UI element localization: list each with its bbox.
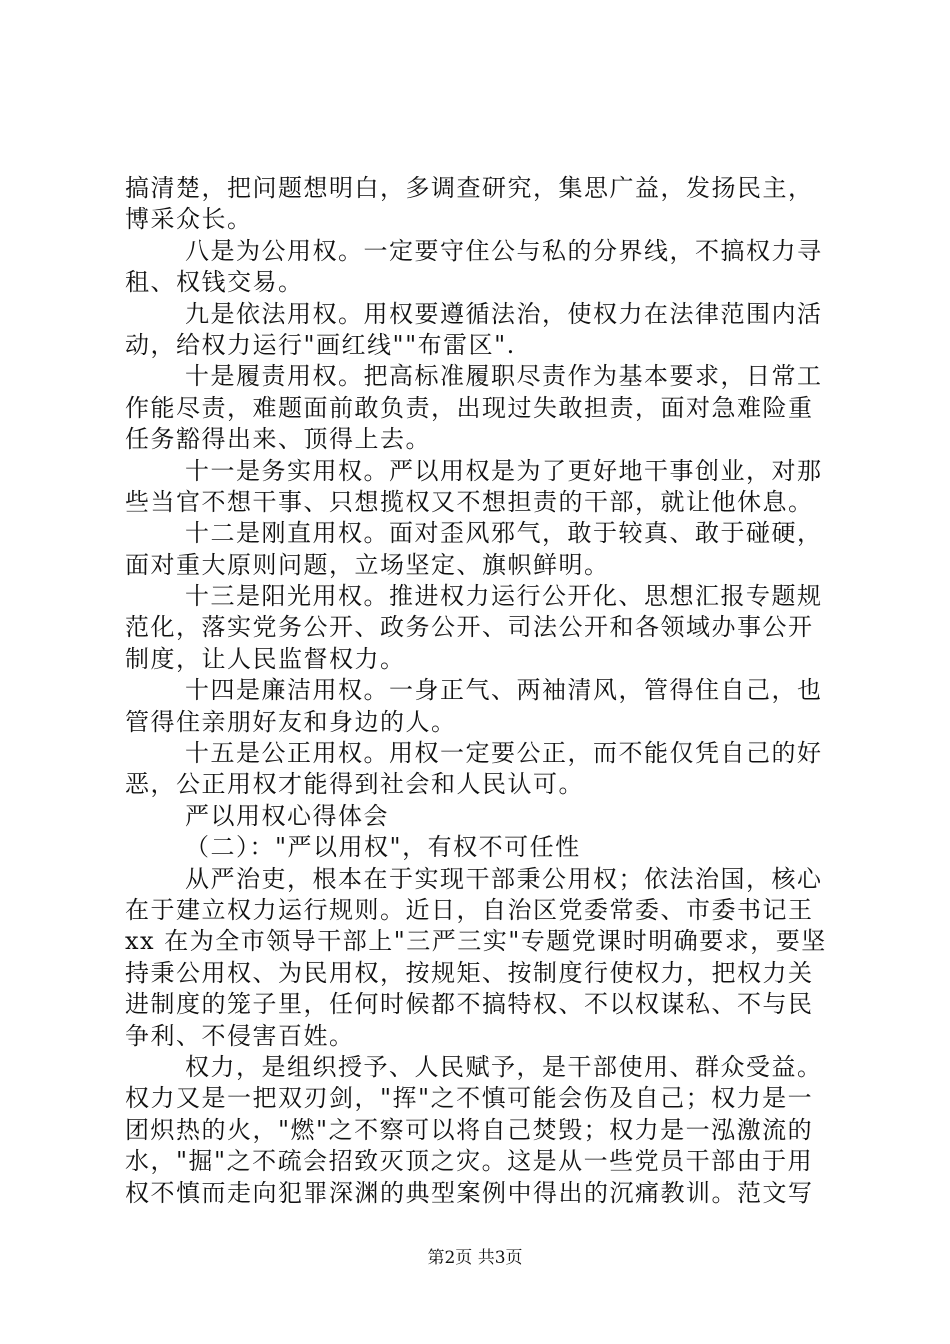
text-line: 九是依法用权。用权要遵循法治，使权力在法律范围内活: [185, 299, 823, 328]
document-body: [125, 173, 840, 1209]
text-line: 范化，落实党务公开、政务公开、司法公开和各领域办事公开: [125, 613, 814, 642]
text-line: 团炽热的火，"燃"之不察可以将自己焚毁；权力是一泓激流的: [125, 1115, 814, 1144]
text-line: 租、权钱交易。: [125, 268, 304, 297]
page-footer: 第2页 共3页: [427, 1248, 523, 1268]
text-line: 面对重大原则问题，立场坚定、旗帜鲜明。: [125, 550, 610, 579]
text-line: 从严治吏，根本在于实现干部秉公用权；依法治国，核心: [185, 864, 823, 893]
text-line: 动，给权力运行"画红线""布雷区".: [125, 330, 516, 359]
text-line: 严以用权心得体会: [185, 801, 389, 830]
text-line: 制度，让人民监督权力。: [125, 644, 406, 673]
text-line: xx 在为全市领导干部上"三严三实"专题党课时明确要求，要坚: [125, 927, 827, 956]
text-line: 争利、不侵害百姓。: [125, 1021, 355, 1050]
text-line: 任务豁得出来、顶得上去。: [125, 425, 431, 454]
text-line: 管得住亲朋好友和身边的人。: [125, 707, 457, 736]
text-line: （二）："严以用权"，有权不可任性: [185, 833, 581, 862]
text-line: 十一是务实用权。严以用权是为了更好地干事创业，对那: [185, 456, 823, 485]
text-line: 权力，是组织授予、人民赋予，是干部使用、群众受益。: [185, 1052, 823, 1081]
text-line: 持秉公用权、为民用权，按规矩、按制度行使权力，把权力关: [125, 958, 814, 987]
text-line: 水，"掘"之不疏会招致灭顶之灾。这是从一些党员干部由于用: [125, 1147, 814, 1176]
text-line: 作能尽责，难题面前敢负责，出现过失敢担责，面对急难险重: [125, 393, 814, 422]
text-line: 十三是阳光用权。推进权力运行公开化、思想汇报专题规: [185, 582, 823, 611]
text-line: 恶，公正用权才能得到社会和人民认可。: [125, 770, 584, 799]
text-line: 权力又是一把双刃剑，"挥"之不慎可能会伤及自己；权力是一: [125, 1084, 814, 1113]
text-line: 十四是廉洁用权。一身正气、两袖清风，管得住自己，也: [185, 676, 823, 705]
text-line: 些当官不想干事、只想揽权又不想担责的干部，就让他休息。: [125, 487, 814, 516]
text-line: 八是为公用权。一定要守住公与私的分界线，不搞权力寻: [185, 236, 823, 265]
text-line: 博采众长。: [125, 205, 253, 234]
text-line: 十是履责用权。把高标准履职尽责作为基本要求，日常工: [185, 362, 823, 391]
text-line: 十二是刚直用权。面对歪风邪气，敢于较真、敢于碰硬，: [185, 519, 823, 548]
text-line: 十五是公正用权。用权一定要公正，而不能仅凭自己的好: [185, 739, 823, 768]
text-line: 权不慎而走向犯罪深渊的典型案例中得出的沉痛教训。范文写: [125, 1178, 814, 1207]
text-line: 进制度的笼子里，任何时候都不搞特权、不以权谋私、不与民: [125, 990, 814, 1019]
text-line: 在于建立权力运行规则。近日，自治区党委常委、市委书记王: [125, 895, 814, 924]
text-line: 搞清楚，把问题想明白，多调查研究，集思广益，发扬民主，: [125, 174, 814, 202]
